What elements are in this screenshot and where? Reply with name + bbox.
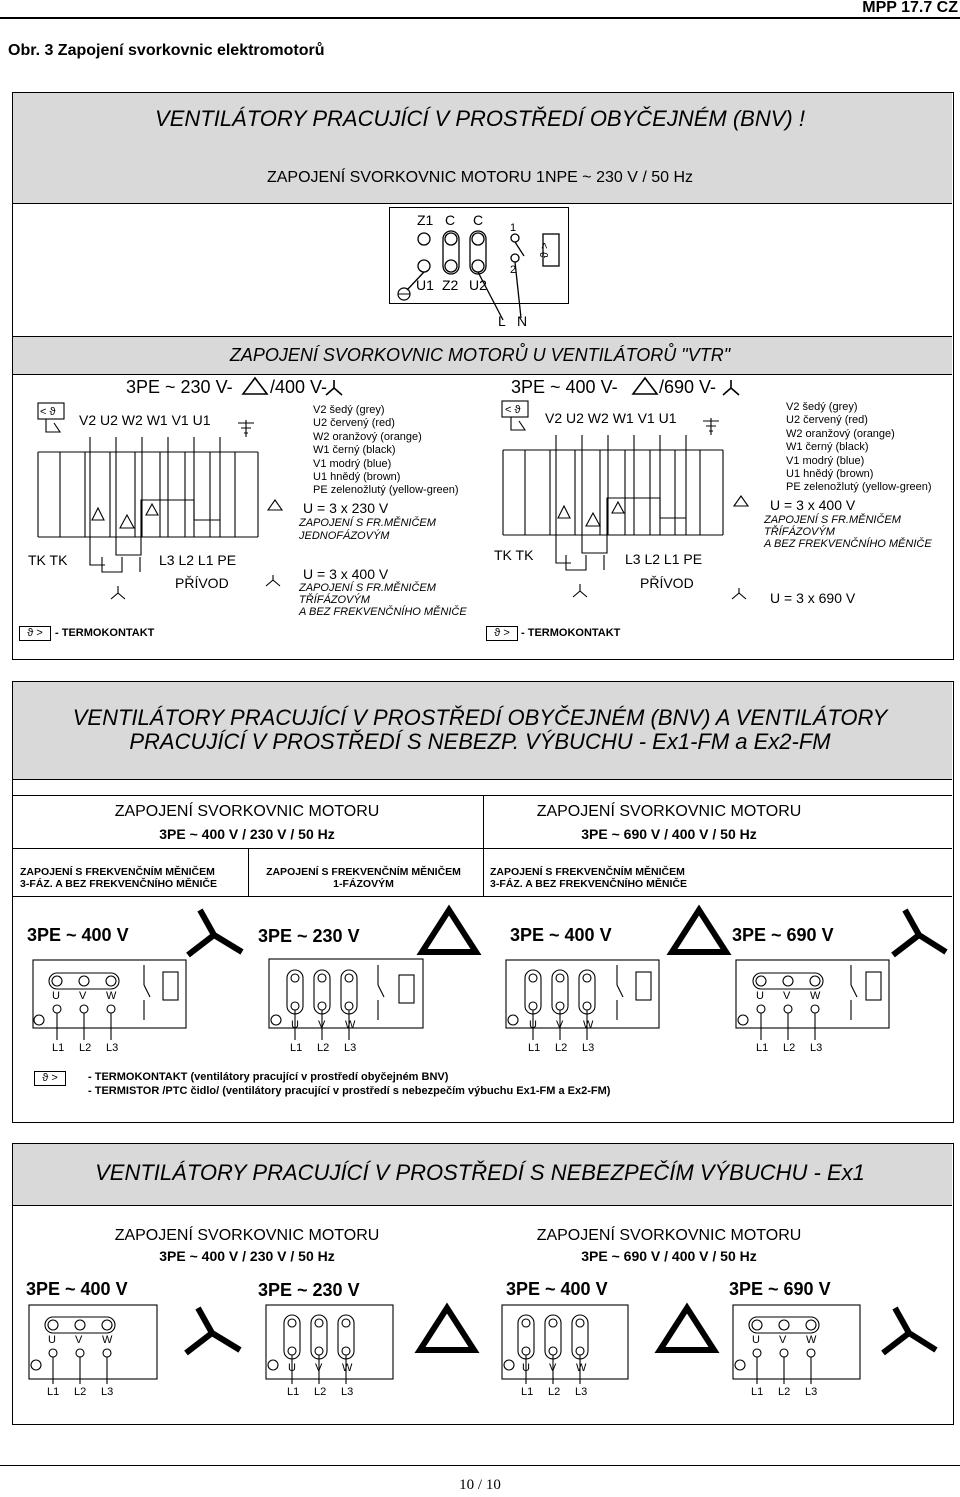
s3-left-header-2: 3PE ~ 400 V / 230 V / 50 Hz [159,1248,335,1264]
s2-legend-thermo-icon: ϑ > [34,1071,66,1086]
s3b4-l2: L2 [778,1386,791,1398]
s2b4-l1: L1 [756,1042,769,1054]
vtr-right-star-voltage: U = 3 x 690 V [770,590,856,606]
color-pe: PE zelenožlutý (yellow-green) [313,484,459,497]
color-u1: U1 hnědý (brown) [313,471,401,484]
s2b3-l1: L1 [528,1042,541,1054]
s3-voltage-3: 3PE ~ 400 V [506,1279,608,1299]
figure-title: Obr. 3 Zapojení svorkovnic elektromotorů [8,42,325,59]
page-number: 10 / 10 [459,1477,501,1493]
footer-rule [0,1465,960,1466]
s3-voltage-1: 3PE ~ 400 V [26,1279,128,1299]
s3b3-w: W [576,1362,587,1374]
vtr-left-tk: TK TK [28,552,68,568]
supply-n: N [517,313,528,329]
vtr-right-delta-note-2: TŘÍFÁZOVÝM [764,526,835,538]
s3-voltage-4: 3PE ~ 690 V [729,1279,831,1299]
s3b3-v: V [549,1362,557,1374]
s2-legend-2: - TERMISTOR /PTC čidlo/ (ventilátory pracující v prostředí s nebezpečím výbuchu Ex1-FM a Ex2-FM) [88,1085,611,1097]
s2b1-v: V [79,990,87,1002]
s3b2-u: U [288,1362,296,1374]
s3b4-l1: L1 [751,1386,764,1398]
terminal-z1: Z1 [417,212,434,228]
section2-title-2: PRACUJÍCÍ V PROSTŘEDÍ S NEBEZP. VÝBUCHU - Ex1-FM a Ex2-FM [129,729,831,754]
vtr-right-temp-icon: < ϑ [505,404,521,416]
s2b4-w: W [810,990,821,1002]
s3b3-u: U [522,1362,530,1374]
vtr-left-delta-note-2: JEDNOFÁZOVÝM [299,530,390,542]
terminal-c1: C [445,212,456,228]
s2-note-2a: ZAPOJENÍ S FREKVENČNÍM MĚNIČEM [266,866,461,878]
s3b2-w: W [342,1362,353,1374]
color-u2-r: U2 červený (red) [786,414,868,427]
vtr-right-thermo-label: - TERMOKONTAKT [521,627,621,639]
s2b4-v: V [783,990,791,1002]
vtr-left-supply: L3 L2 L1 PE [159,552,237,568]
color-w2: W2 oranžový (orange) [313,430,422,443]
s2b1-l2: L2 [79,1042,92,1054]
vtr-right-supply: L3 L2 L1 PE [625,551,703,567]
s2b1-l3: L3 [106,1042,119,1054]
s3b1-u: U [48,1334,56,1346]
color-v1-r: V1 modrý (blue) [786,454,865,467]
s2b2-l1: L1 [290,1042,303,1054]
s3b3-l3: L3 [575,1386,588,1398]
s2b2-l2: L2 [317,1042,330,1054]
s3b3-l1: L1 [521,1386,534,1398]
s3b1-l1: L1 [47,1386,60,1398]
doc-code: MPP 17.7 CZ [862,0,958,16]
color-v1: V1 modrý (blue) [313,457,392,470]
color-w2-r: W2 oranžový (orange) [786,427,895,440]
vtr-left-delta-note-1: ZAPOJENÍ S FR.MĚNIČEM [299,517,436,529]
s2b3-l3: L3 [582,1042,595,1054]
s3b2-l1: L1 [287,1386,300,1398]
s2-voltage-1: 3PE ~ 400 V [27,925,129,945]
vtr-title: ZAPOJENÍ SVORKOVNIC MOTORŮ U VENTILÁTORŮ "VTR" [229,345,731,365]
single-phase-thermo-icon: ϑ > [539,242,551,258]
s2b3-l2: L2 [555,1042,568,1054]
color-w1-r: W1 černý (black) [786,441,869,454]
s2b2-u: U [291,1019,299,1031]
s2b4-l3: L3 [810,1042,823,1054]
s2-note-2b: 1-FÁZOVÝM [333,878,394,890]
s2b3-v: V [556,1019,564,1031]
vtr-right-voltage-b: /690 V- [659,377,717,397]
vtr-right-tk: TK TK [494,547,534,563]
section3-title: VENTILÁTORY PRACUJÍCÍ V PROSTŘEDÍ S NEBEZPEČÍM VÝBUCHU - Ex1 [95,1160,865,1185]
vtr-right-delta-note-1: ZAPOJENÍ S FR.MĚNIČEM [764,514,901,526]
s3b4-u: U [752,1334,760,1346]
terminal-z2: Z2 [442,277,459,293]
vtr-right-delta-voltage: U = 3 x 400 V [770,497,856,513]
s3b2-l2: L2 [314,1386,327,1398]
vtr-right-supply-label: PŘÍVOD [640,575,694,591]
s3b1-w: W [102,1334,113,1346]
s3b1-v: V [75,1334,83,1346]
color-pe-r: PE zelenožlutý (yellow-green) [786,481,932,494]
s3-left-header-1: ZAPOJENÍ SVORKOVNIC MOTORU [114,1227,380,1244]
color-v2-r: V2 šedý (grey) [786,401,858,413]
terminal-c2: C [473,212,484,228]
color-w1: W1 černý (black) [313,444,396,457]
vtr-left-temp-icon: < ϑ [40,406,56,418]
s2-left-header-1: ZAPOJENÍ SVORKOVNIC MOTORU [114,803,380,820]
s3b4-w: W [806,1334,817,1346]
terminal-u1: U1 [416,277,434,293]
contact-num-2: 2 [510,264,517,276]
s3b3-l2: L2 [548,1386,561,1398]
single-phase-title: ZAPOJENÍ SVORKOVNIC MOTORU 1NPE ~ 230 V / 50 Hz [266,169,694,186]
vtr-left-star-voltage: U = 3 x 400 V [303,566,389,582]
vtr-left-star-note-2: TŘÍFÁZOVÝM [299,594,370,606]
s3-right-header-1: ZAPOJENÍ SVORKOVNIC MOTORU [536,1227,802,1244]
terminal-u2: U2 [469,277,487,293]
s2-right-header-2: 3PE ~ 690 V / 400 V / 50 Hz [581,826,757,842]
s2b1-u: U [52,990,60,1002]
s2-left-header-2: 3PE ~ 400 V / 230 V / 50 Hz [159,826,335,842]
vtr-right-terminals: V2 U2 W2 W1 V1 U1 [545,410,677,426]
vtr-left-voltage-a: 3PE ~ 230 V- [126,377,233,397]
s3b2-l3: L3 [341,1386,354,1398]
s2-right-header-1: ZAPOJENÍ SVORKOVNIC MOTORU [536,803,802,820]
s2b3-w: W [583,1019,594,1031]
s2b2-l3: L3 [344,1042,357,1054]
vtr-left-supply-label: PŘÍVOD [175,575,229,591]
s2-voltage-2: 3PE ~ 230 V [258,926,360,946]
s2-voltage-3: 3PE ~ 400 V [510,925,612,945]
vtr-right-thermo-icon: ϑ > [486,626,518,641]
s3-right-header-2: 3PE ~ 690 V / 400 V / 50 Hz [581,1248,757,1264]
vtr-left-thermo-label: - TERMOKONTAKT [55,627,155,639]
s2-voltage-4: 3PE ~ 690 V [732,925,834,945]
vtr-left-star-note-3: A BEZ FREKVENČNÍHO MĚNIČE [299,606,467,618]
s2b4-l2: L2 [783,1042,796,1054]
vtr-left-star-note-1: ZAPOJENÍ S FR.MĚNIČEM [299,582,436,594]
s2-note-3b: 3-FÁZ. A BEZ FREKVENČNÍHO MĚNIČE [490,878,687,890]
s2b4-u: U [756,990,764,1002]
vtr-left-thermo-icon: ϑ > [19,626,51,641]
section1-title: VENTILÁTORY PRACUJÍCÍ V PROSTŘEDÍ OBYČEJNÉM (BNV) ! [155,106,805,131]
vtr-right-delta-note-3: A BEZ FREKVENČNÍHO MĚNIČE [764,538,932,550]
s3b4-v: V [779,1334,787,1346]
s3b4-l3: L3 [805,1386,818,1398]
vtr-left-delta-voltage: U = 3 x 230 V [303,500,389,516]
s3b2-v: V [315,1362,323,1374]
s2b2-v: V [318,1019,326,1031]
color-u2: U2 červený (red) [313,417,395,430]
s2-note-1b: 3-FÁZ. A BEZ FREKVENČNÍHO MĚNIČE [20,878,217,890]
s2b1-l1: L1 [52,1042,65,1054]
s2-legend-1: - TERMOKONTAKT (ventilátory pracující v prostředí obyčejném BNV) [88,1071,449,1083]
s2b2-w: W [345,1019,356,1031]
vtr-right-voltage-a: 3PE ~ 400 V- [511,377,618,397]
s2b1-w: W [106,990,117,1002]
color-u1-r: U1 hnědý (brown) [786,468,874,481]
supply-l: L [498,313,506,329]
contact-num-1: 1 [510,222,517,234]
s2-note-3a: ZAPOJENÍ S FREKVENČNÍM MĚNIČEM [490,866,685,878]
color-v2: V2 šedý (grey) [313,404,385,416]
s3b1-l2: L2 [74,1386,87,1398]
s2b3-u: U [529,1019,537,1031]
section2-title-1: VENTILÁTORY PRACUJÍCÍ V PROSTŘEDÍ OBYČEJNÉM (BNV) A VENTILÁTORY [72,705,888,730]
vtr-left-terminals: V2 U2 W2 W1 V1 U1 [79,412,211,428]
s3b1-l3: L3 [101,1386,114,1398]
vtr-left-voltage-b: /400 V- [270,377,328,397]
s3-voltage-2: 3PE ~ 230 V [258,1280,360,1300]
s2-note-1a: ZAPOJENÍ S FREKVENČNÍM MĚNIČEM [20,866,215,878]
